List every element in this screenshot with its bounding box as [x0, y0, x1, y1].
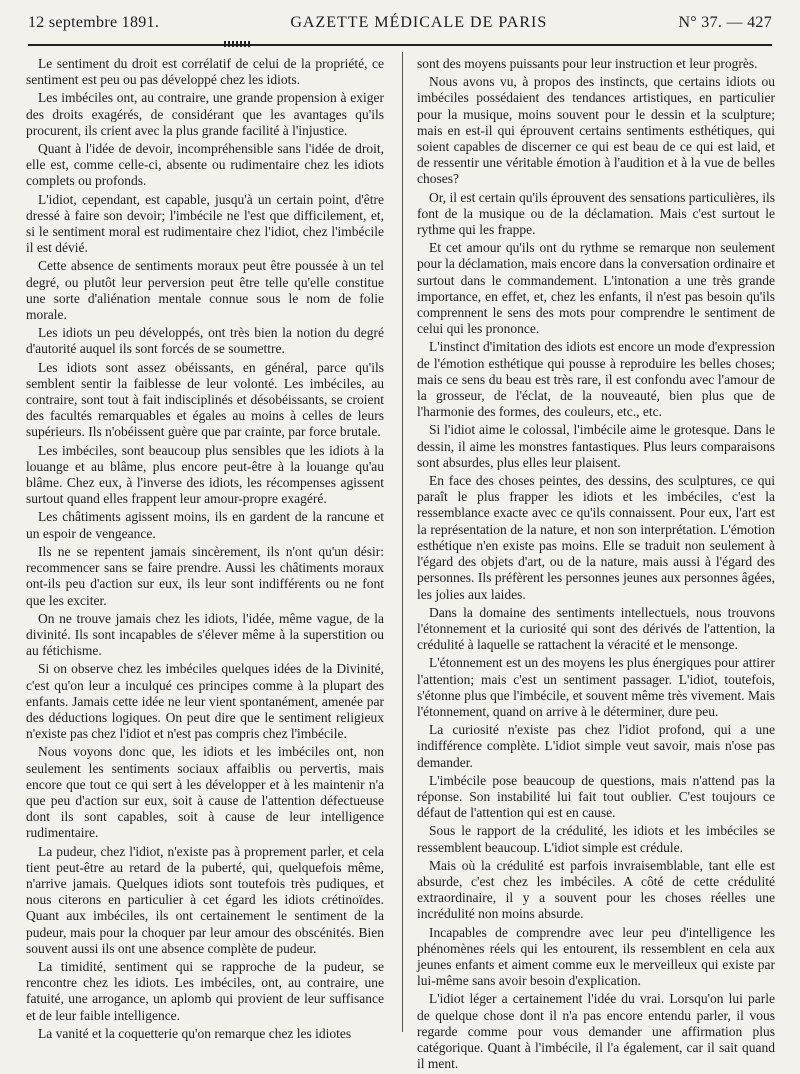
paragraph: Incapables de comprendre avec leur peu d'intelligence les phénomènes réels qui les entourent, ils ressemblent en cela aux jeunes enfants et aiment comme eux le merveilleux qui existe par lui-même sans avoir besoin d'explication. [417, 924, 775, 989]
paragraph: Ils ne se repentent jamais sincèrement, ils n'ont qu'un désir: recommencer sans se faire prendre. Aussi les châtiments moraux ont-ils peu d'action sur eux, ils leur sont indifférents ou ne font que les exciter. [26, 543, 384, 608]
paragraph: Et cet amour qu'ils ont du rythme se remarque non seulement pour la déclamation, mais encore dans la conversation ordinaire et surtout dans le commandement. L'intonation a une très grande importance, en effet, et, chez les enfants, il n'est pas besoin qu'ils comprennent le sens des mots pour comprendre le sentiment de celui qui les prononce. [417, 240, 775, 337]
paragraph: L'instinct d'imitation des idiots est encore un mode d'expression de l'émotion esthétique qui pousse à reproduire les belles choses; mais ce sens du beau est très rare, il est confondu avec l'amour de la grosseur, de l'éclat, de la nouveauté, bien plus que de l'harmonie des formes, des couleurs, etc., etc. [417, 339, 775, 420]
rule-ornament [224, 41, 250, 47]
right-column [417, 56, 775, 1074]
paragraph: Si l'idiot aime le colossal, l'imbécile aime le grotesque. Dans le dessin, il aime les monstres fantastiques. Plus leurs comparaisons sont absurdes, plus elles leur plaisent. [417, 422, 775, 470]
paragraph: La vanité et la coquetterie qu'on remarque chez les idiotes [38, 1025, 352, 1041]
header-date: 12 septembre 1891. [28, 14, 160, 31]
paragraph: Le sentiment du droit est corrélatif de celui de la propriété, ce sentiment est peu ou pas développé chez les idiots. [26, 56, 384, 88]
left-column [26, 56, 384, 1044]
paragraph: La pudeur, chez l'idiot, n'existe pas à proprement parler, et cela tient peut-être au retard de la puberté, qui, quelquefois même, n'arrive jamais. Quelques idiots sont toutefois très pudiques, et nous citerons en particulier à cet égard les idiots crétinoïdes. Quant aux imbéciles, ils ont certainement le sentiment de la pudeur, mais pour la choquer par leur amour des obscénités. Bien souvent aussi ils ont une absence complète de pudeur. [26, 843, 384, 956]
paragraph: La curiosité n'existe pas chez l'idiot profond, qui a une indifférence complète. L'idiot simple veut savoir, mais n'ose pas demander. [417, 722, 775, 770]
paragraph: Si on observe chez les imbéciles quelques idées de la Divinité, c'est qu'on leur a inculqué ces principes comme à la plupart des enfants. Jamais cette idée ne leur vient spontanément, amenée par des déductions logiques. On peut dire que le sentiment religieux n'existe pas chez l'idiot et n'est pas compris chez l'imbécile. [26, 661, 384, 742]
paragraph: Cette absence de sentiments moraux peut être poussée à un tel degré, ou plutôt leur perversion peut être telle qu'elle constitue une sorte d'aliénation mentale connue sous le nom de folie morale. [26, 258, 384, 323]
paragraph: Les imbéciles ont, au contraire, une grande propension à exiger des droits exagérés, de considérant que les avantages qu'ils procurent, ils crient avec la plus grande facilité à l'injustice. [26, 90, 384, 138]
paragraph: L'imbécile pose beaucoup de questions, mais n'attend pas la réponse. Son instabilité lui fait tout oublier. C'est toujours ce défaut de l'attention qui est en cause. [417, 772, 775, 821]
header-page-number: N° 37. — 427 [678, 14, 772, 31]
page-header [28, 14, 772, 40]
paragraph: Les idiots un peu développés, ont très bien la notion du degré d'autorité auquel ils sont forcés de se soumettre. [26, 325, 384, 357]
paragraph: Dans la domaine des sentiments intellectuels, nous trouvons l'étonnement et la curiosité qui sont des dérivés de l'attention, la crédulité à laquelle se rattachent la véracité et le mensonge. [417, 604, 775, 653]
paragraph: Sous le rapport de la crédulité, les idiots et les imbéciles se ressemblent beaucoup. L'idiot simple est crédule. [417, 823, 775, 855]
paragraph: On ne trouve jamais chez les idiots, l'idée, même vague, de la divinité. Ils sont incapables de s'élever même à la superstition ou au fétichisme. [26, 610, 384, 659]
paragraph: Nous voyons donc que, les idiots et les imbéciles ont, non seulement les sentiments sociaux affaiblis ou pervertis, mais encore que tout ce qui sert à les développer et à les maintenir n'a que peu d'action sur eux, soit à cause de l'attention défectueuse dont ils sont capables, soit à cause de leur intelligence rudimentaire. [26, 744, 384, 841]
header-rule [28, 44, 772, 46]
header-title: GAZETTE MÉDICALE DE PARIS [290, 14, 548, 31]
paragraph: Les châtiments agissent moins, ils en gardent de la rancune et un espoir de vengeance. [26, 509, 384, 541]
paragraph: sont des moyens puissants pour leur instruction et leur progrès. [417, 56, 758, 71]
paragraph: Mais où la crédulité est parfois invraisemblable, tant elle est absurde, c'est chez les imbéciles. A côté de cette crédulité extraordinaire, il y a souvent pour les choses réelles une incrédulité non moins absurde. [417, 857, 775, 922]
paragraph: Quant à l'idée de devoir, incompréhensible sans l'idée de droit, elle est, comme celle-ci, absente ou rudimentaire chez les idiots complets ou profonds. [26, 141, 384, 189]
paragraph: L'idiot, cependant, est capable, jusqu'à un certain point, d'être dressé à faire son devoir; l'imbécile ne l'est que difficilement, et, si le sentiment moral est rudimentaire chez l'idiot, chez l'imbécile il est dévié. [26, 191, 384, 256]
paragraph: En face des choses peintes, des dessins, des sculptures, ce qui paraît le plus frapper les idiots et les imbéciles, c'est la ressemblance exacte avec ce qu'ils connaissent. Pour eux, l'art est la représentation de la nature, et non son interprétation. L'émotion esthétique n'en existe pas moins. Elle se traduit non seulement à l'égard des objets d'art, ou de la nature, mais aussi à l'égard des personnes. Ils préfèrent les personnes jeunes aux personnes âgées, les jolies aux laides. [417, 473, 775, 602]
paragraph: La timidité, sentiment qui se rapproche de la pudeur, se rencontre chez les idiots. Les imbéciles, ont, au contraire, une fatuité, une arrogance, un aplomb qui provient de leur suffisance et de leur faible intelligence. [26, 958, 384, 1023]
paragraph: L'étonnement est un des moyens les plus énergiques pour attirer l'attention; mais c'est un sentiment passager. L'idiot, toutefois, s'étonne plus que l'imbécile, et souvent même très vivement. Mais l'étonnement, quand on arrive à le déterminer, dure peu. [417, 655, 775, 719]
paragraph: Les imbéciles, sont beaucoup plus sensibles que les idiots à la louange et au blâme, plus encore peut-être à la louange qu'au blâme. Chez eux, à l'inverse des idiots, les récompenses agissent surtout quand elles frappent leur amour-propre exagéré. [26, 442, 384, 507]
paragraph: Les idiots sont assez obéissants, en général, parce qu'ils semblent sentir la faiblesse de leur volonté. Les imbéciles, au contraire, sont tout à fait indisciplinés et désobéissants, se croient des facultés remarquables et égales au moins à celles de leurs supérieurs. Ils n'obéissent guère que par crainte, par force brutale. [26, 359, 384, 440]
column-divider [402, 52, 403, 1032]
paragraph: L'idiot léger a certainement l'idée du vrai. Lorsqu'on lui parle de quelque chose dont il n'a pas encore entendu parler, il vous regarde comme pour vous demander une affirmation plus catégorique. Quant à l'imbécile, il l'a également, car il sait quand il ment. [417, 991, 775, 1072]
paragraph: Nous avons vu, à propos des instincts, que certains idiots ou imbéciles possédaient des tendances artistiques, en particulier pour la musique, moins souvent pour le dessin et la sculpture; mais en est-il qui éprouvent certains sentiments esthétiques, qui soient capables de discerner ce qui est beau de ce qui est laid, et de ressentir une véritable émotion à l'audition et à la vue de belles choses? [417, 74, 775, 187]
paragraph: Or, il est certain qu'ils éprouvent des sensations particulières, ils font de la musique ou de la déclamation. Mais c'est surtout le rythme qui les frappe. [417, 189, 775, 238]
